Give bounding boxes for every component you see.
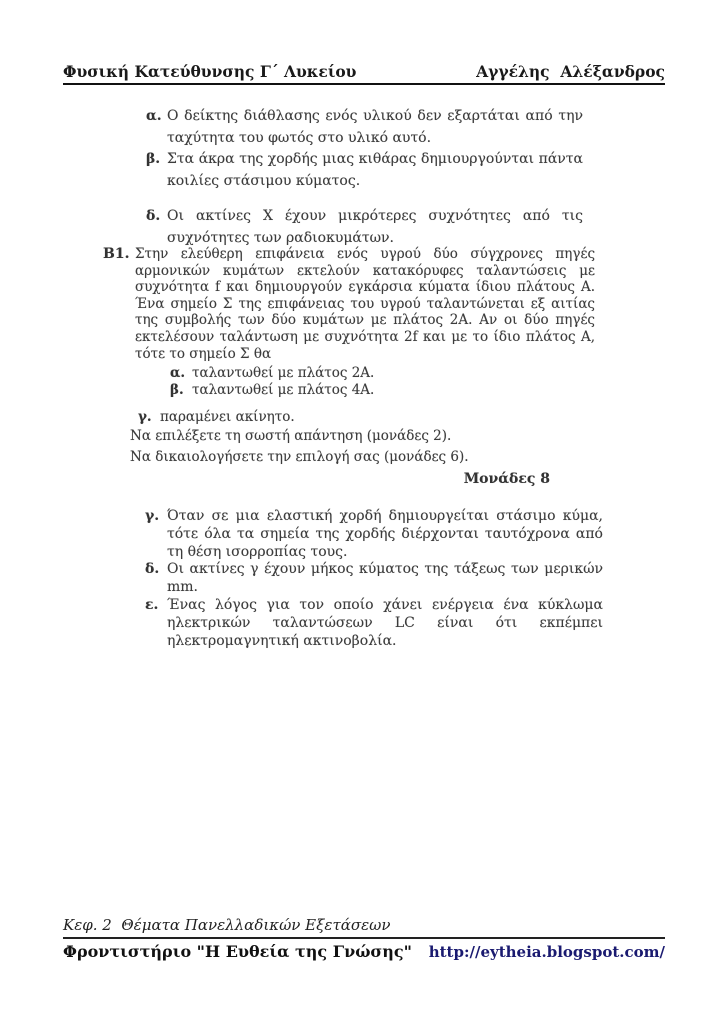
option-label: α. xyxy=(170,365,186,382)
statement-label: α. xyxy=(146,108,162,124)
question-text: Στην ελεύθερη επιφάνεια ενός υγρού δύο σύγχρονες πηγές αρμονικών κυμάτων εκτελούν κατακόρυφες ταλαντώσεις με συχνότητα f και δημιουργούν εγκάρσια κύματα ίδιου πλάτους Α. Ένα σημείο Σ της επιφάνειας του υγρού ταλαντώνεται εξ αιτίας της συμβολής των δύο κυμάτων με πλάτος 2Α. Αν οι δύο πηγές εκτελέσουν ταλάντωση με συχνότητα 2f και με το ίδιο πλάτος Α, τότε το σημείο Σ θα xyxy=(135,246,595,362)
statement-gamma xyxy=(145,508,603,561)
header-course-title: Φυσική Κατεύθυνσης Γ΄ Λυκείου xyxy=(63,62,357,81)
option-text: ταλαντωθεί με πλάτος 4Α. xyxy=(192,382,375,399)
question-b1-body xyxy=(103,246,595,362)
option-gamma xyxy=(138,408,595,427)
header-author-name: Αγγέλης Αλέξανδρος xyxy=(476,62,665,81)
statement-label: β. xyxy=(146,151,161,167)
option-text: παραμένει ακίνητο. xyxy=(160,409,295,426)
statement-text: Οι ακτίνες Χ έχουν μικρότερες συχνότητες από τις συχνότητες των ραδιοκυμάτων. xyxy=(167,208,583,246)
statement-label: γ. xyxy=(145,508,160,524)
footer-school-name: Φροντιστήριο "Η Ευθεία της Γνώσης" xyxy=(63,942,412,961)
statement-label: δ. xyxy=(145,561,160,578)
statements-section-1 xyxy=(146,106,583,249)
statement-text: Ένας λόγος για τον οποίο χάνει ενέργεια ένα κύκλωμα ηλεκτρικών ταλαντώσεων LC είναι ότι εκπέμπει ηλεκτρομαγνητική ακτινοβολία. xyxy=(167,596,603,649)
answer-options xyxy=(170,365,595,399)
statements-section-2 xyxy=(145,508,603,650)
statement-text: Ο δείκτης διάθλασης ενός υλικού δεν εξαρτάται από την ταχύτητα του φωτός στο υλικό αυτό. xyxy=(167,108,583,146)
statement-beta xyxy=(146,149,583,192)
statement-text: Όταν σε μια ελαστική χορδή δημιουργείται στάσιμο κύμα, τότε όλα τα σημεία της χορδής διέρχονται ταυτόχρονα από τη θέση ισορροπίας τους. xyxy=(167,508,603,560)
statement-alpha xyxy=(146,106,583,149)
page-footer xyxy=(63,916,665,961)
statement-delta xyxy=(146,206,583,249)
option-alpha xyxy=(170,365,595,382)
statement-text: Οι ακτίνες γ έχουν μήκος κύματος της τάξεως των μερικών mm. xyxy=(167,561,603,596)
statement-label: ε. xyxy=(145,596,159,613)
instruction-justify-answer: Να δικαιολογήσετε την επιλογή σας (μονάδες 6). xyxy=(130,449,469,466)
statement-text: Στα άκρα της χορδής μιας κιθάρας δημιουργούνται πάντα κοιλίες στάσιμου κύματος. xyxy=(167,151,583,189)
statement-label: δ. xyxy=(146,208,161,224)
option-label: β. xyxy=(170,382,184,399)
option-text: ταλαντωθεί με πλάτος 2Α. xyxy=(192,365,375,382)
instruction-select-answer: Να επιλέξετε τη σωστή απάντηση (μονάδες 2). xyxy=(130,427,452,444)
statement-delta-2 xyxy=(145,561,603,597)
footer-blog-url-link[interactable]: http://eytheia.blogspot.com/ xyxy=(428,943,665,961)
option-gamma-and-instructions xyxy=(103,408,595,467)
footer-row xyxy=(63,939,665,961)
statement-epsilon xyxy=(145,597,603,650)
page-header xyxy=(63,62,665,85)
points-label: Μονάδες 8 xyxy=(463,470,550,487)
question-b1 xyxy=(103,246,595,487)
option-beta xyxy=(170,382,595,399)
question-label: Β1. xyxy=(103,246,130,262)
option-label: γ. xyxy=(138,409,152,426)
footer-chapter-title: Κεφ. 2 Θέματα Πανελλαδικών Εξετάσεων xyxy=(63,916,665,939)
